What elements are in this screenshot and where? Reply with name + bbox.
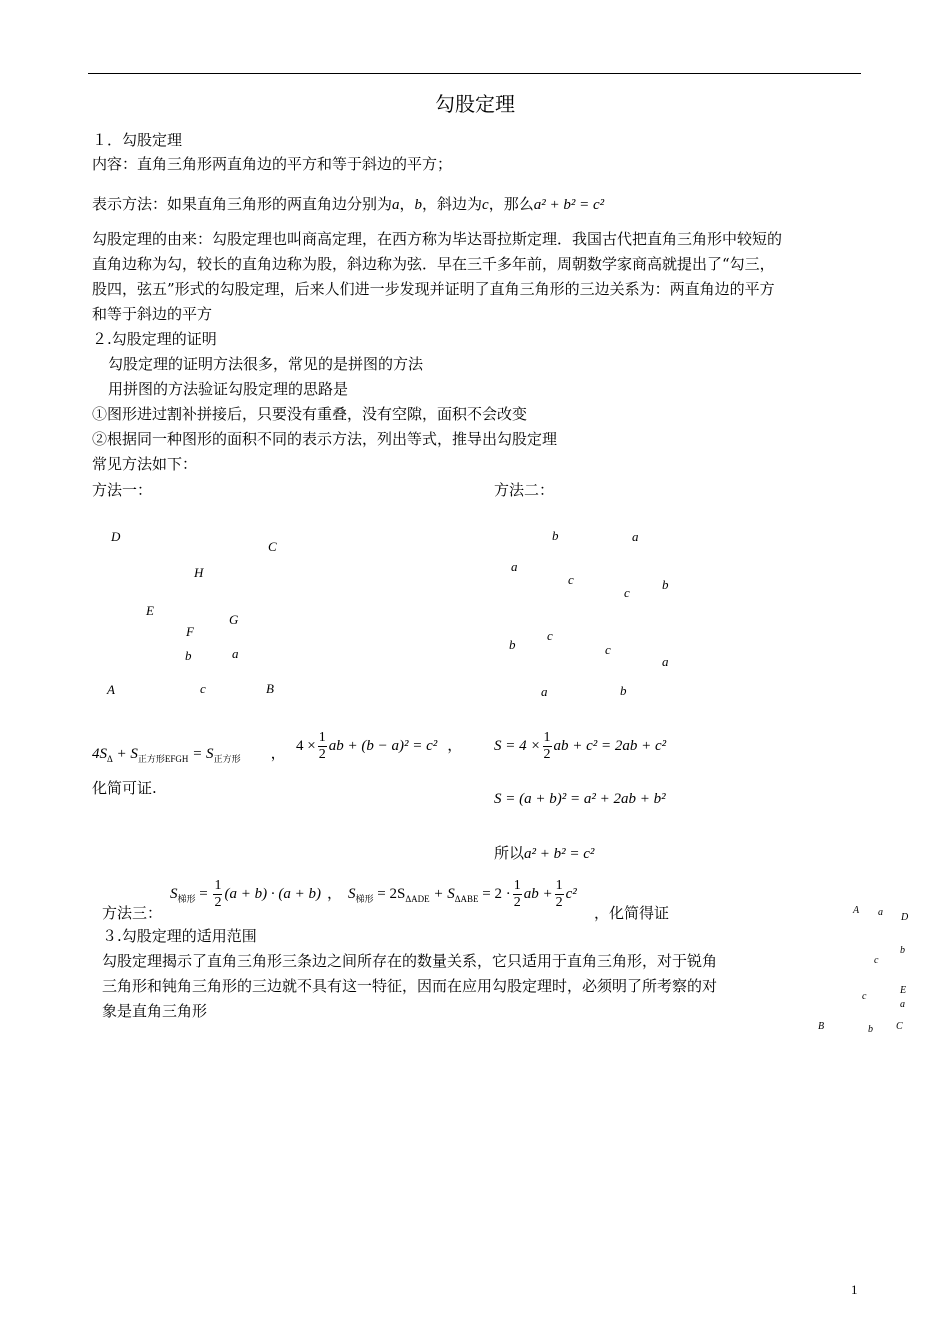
fig2-label: c xyxy=(568,572,574,587)
fig3-label-c1: c xyxy=(874,955,879,966)
fig2-label: c xyxy=(547,628,553,643)
m1-eq1-sub2: 正方形EFGH xyxy=(137,754,189,764)
fig2-label: a xyxy=(662,654,669,669)
fig1-label-G: G xyxy=(229,612,239,627)
fig3-label-E: E xyxy=(900,985,907,996)
m3-eq2-sub2: ΔADE xyxy=(405,893,430,904)
section3-line2: 三角形和钝角三角形的三边就不具有这一特征，因而在应用勾股定理时，必须明了所考察的对 xyxy=(102,977,718,995)
m3-eq1-s: S xyxy=(170,885,178,902)
m1-eq2 xyxy=(296,730,462,763)
m2-eq2: S = (a + b)² = a² + 2ab + b² xyxy=(494,791,666,807)
page-number: 1 xyxy=(851,1282,858,1297)
fig1-label-F: F xyxy=(186,624,194,639)
method2-label: 方法二： xyxy=(494,481,555,499)
method1-label: 方法一： xyxy=(92,481,153,499)
fig1-label-E: E xyxy=(146,603,154,618)
m1-eq1 xyxy=(92,742,286,765)
section1-heading: １．勾股定理 xyxy=(92,131,183,149)
m2-eq1-post: ab + c² = 2ab + c² xyxy=(553,737,667,754)
m2-result: a² + b² = c² xyxy=(524,846,595,862)
page-title: 勾股定理 xyxy=(435,92,515,116)
m3-eq1-sub: 梯形 xyxy=(177,893,196,904)
m1-eq1-plus: + S xyxy=(112,746,138,762)
origin-line-4: 和等于斜边的平方 xyxy=(92,305,213,323)
m3-eq2-plus: + S xyxy=(429,885,455,902)
fig1-label-B: B xyxy=(266,681,274,696)
fig3-label-b1: b xyxy=(900,945,905,956)
section2-point2: ②根据同一种图形的面积不同的表示方法，列出等式，推导出勾股定理 xyxy=(92,430,558,448)
origin-line-2: 直角边称为勾，较长的直角边称为股，斜边称为弦．早在三千多年前，周朝数学家商高就提出了“勾三， xyxy=(92,255,775,273)
fig3-label-B: B xyxy=(818,1021,825,1032)
fig1-label-H: H xyxy=(194,565,204,580)
method3-label: 方法三： xyxy=(102,904,163,922)
fig2-label: a xyxy=(541,684,548,699)
fig3-label-C: C xyxy=(896,1021,903,1032)
repr-c: c xyxy=(482,197,489,213)
fig2-label: b xyxy=(509,637,516,652)
fig2-label: b xyxy=(662,577,669,592)
m3-tail: ，化简得证 xyxy=(594,904,670,922)
m1-eq2-pre: 4 × xyxy=(296,737,316,754)
fig1-label-D: D xyxy=(111,529,121,544)
fig2-label: c xyxy=(605,642,611,657)
m2-result-line xyxy=(494,843,594,864)
m3-eq1-frac: $\frac{1}{2}$ xyxy=(214,878,222,910)
section2-line1: 勾股定理的证明方法很多，常见的是拼图的方法 xyxy=(108,355,424,373)
m3-eq2-eq: = 2 · xyxy=(478,885,511,902)
m1-eq2-frac: $\frac{1}{2}$ xyxy=(318,730,326,762)
repr-b: b xyxy=(414,197,423,213)
section2-line2: 用拼图的方法验证勾股定理的思路是 xyxy=(108,380,349,398)
m3-eq2-mid: = 2S xyxy=(373,885,406,902)
origin-line-3: 股四，弦五”形式的勾股定理，后来人们进一步发现并证明了直角三角形的三边关系为：两直角边的平方 xyxy=(92,280,775,298)
section2-common: 常见方法如下： xyxy=(92,455,198,473)
repr-formula: a² + b² = c² xyxy=(533,197,605,213)
m3-eq1-post: (a + b) · (a + b) xyxy=(224,885,321,902)
section2-point1: ①图形进过割补拼接后，只要没有重叠，没有空隙，面积不会改变 xyxy=(92,405,528,423)
section3-line3: 象是直角三角形 xyxy=(102,1002,208,1020)
m1-eq2-post: ab + (b − a)² = c² xyxy=(328,737,438,754)
origin-line-1: 勾股定理的由来：勾股定理也叫商高定理，在西方称为毕达哥拉斯定理．我国古代把直角三角形中较短的 xyxy=(92,230,783,248)
m1-eq2-comma: ， xyxy=(447,737,463,754)
fig2-label: b xyxy=(620,683,627,698)
m1-eq1-sub1: Δ xyxy=(107,754,113,764)
fig1-label-c: c xyxy=(200,681,206,696)
repr-sep1: ， xyxy=(399,195,415,213)
m1-eq1-sub3: 正方形 xyxy=(213,754,241,764)
section1-content: 内容：直角三角形两直角边的平方和等于斜边的平方； xyxy=(92,155,453,173)
fig3-label-a2: a xyxy=(900,999,905,1010)
fig2-label: b xyxy=(552,528,559,543)
m1-eq1-pre: 4S xyxy=(92,746,107,762)
fig2-label: a xyxy=(632,529,639,544)
m3-eq2-sub3: ΔABE xyxy=(454,893,479,904)
m3-eq2-c2: c² xyxy=(565,885,577,902)
section3-heading: ３.勾股定理的适用范围 xyxy=(102,927,257,945)
fig3-label-b2: b xyxy=(868,1024,873,1035)
m2-so: 所以 xyxy=(494,844,525,862)
m3-eq2-s: S xyxy=(348,885,356,902)
m1-eq1-eq: = S xyxy=(188,746,214,762)
m1-eq1-comma: ， xyxy=(270,746,286,762)
m2-eq1 xyxy=(494,730,666,763)
fig2-label: c xyxy=(624,585,630,600)
m3-eq2-frac1: $\frac{1}{2}$ xyxy=(513,878,521,910)
fig1-label-A: A xyxy=(107,682,115,697)
m3-eq1-comma: ， xyxy=(326,885,342,902)
section2-heading: ２.勾股定理的证明 xyxy=(92,330,217,348)
fig2-label: a xyxy=(511,559,518,574)
m2-eq1-frac: $\frac{1}{2}$ xyxy=(543,730,551,762)
fig1-label-a: a xyxy=(232,646,239,661)
repr-mid: ，斜边为 xyxy=(422,195,483,213)
m3-eq1-eq: = xyxy=(195,885,212,902)
fig3-label-a: a xyxy=(878,907,883,918)
m3-eq2 xyxy=(348,878,577,911)
header-rule xyxy=(88,73,861,74)
m1-conclusion: 化简可证. xyxy=(92,779,157,797)
m3-eq2-ab: ab + xyxy=(523,885,553,902)
fig1-label-b: b xyxy=(185,648,192,663)
fig3-label-D: D xyxy=(901,912,909,923)
section1-representation xyxy=(92,194,604,215)
repr-a: a xyxy=(392,197,400,213)
repr-prefix: 表示方法：如果直角三角形的两直角边分别为 xyxy=(92,195,393,213)
m3-eq2-frac2: $\frac{1}{2}$ xyxy=(555,878,563,910)
m3-eq1 xyxy=(170,878,342,911)
fig3-label-A: A xyxy=(853,905,860,916)
fig1-label-C: C xyxy=(268,539,277,554)
fig3-label-c2: c xyxy=(862,991,867,1002)
m2-eq1-pre: S = 4 × xyxy=(494,737,541,754)
repr-then: ，那么 xyxy=(488,195,534,213)
m3-eq2-sub1: 梯形 xyxy=(355,893,374,904)
section3-line1: 勾股定理揭示了直角三角形三条边之间所存在的数量关系，它只适用于直角三角形，对于锐角 xyxy=(102,952,718,970)
